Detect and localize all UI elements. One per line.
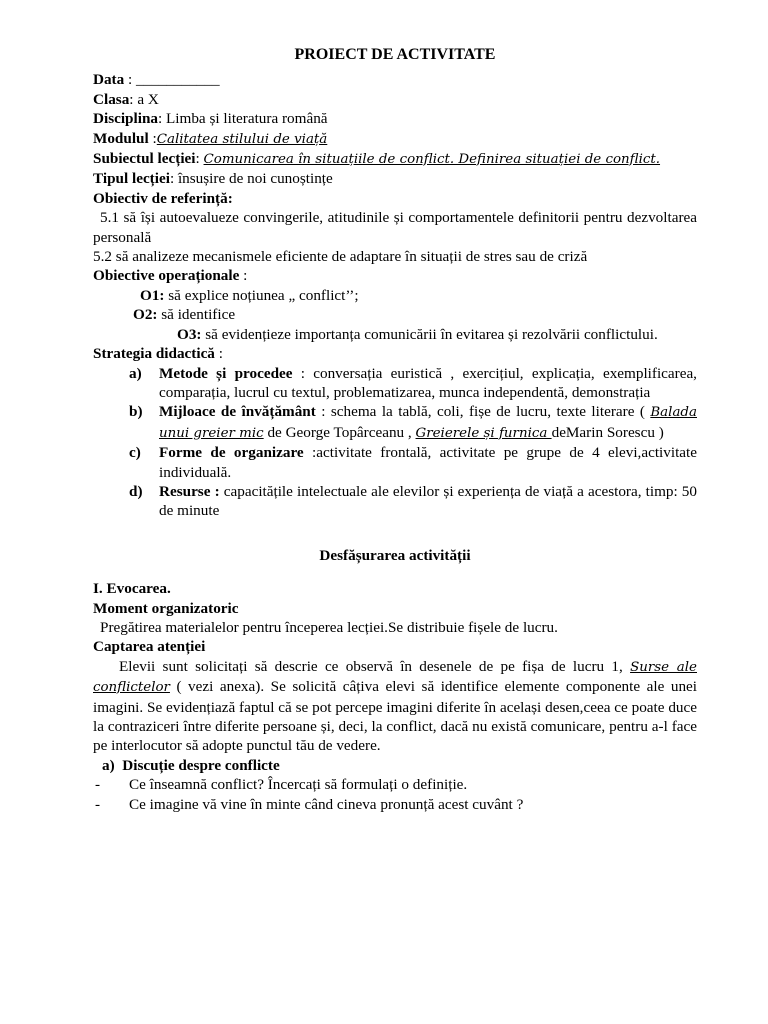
moment-heading: Moment organizatoric [93, 599, 239, 617]
captarea-heading-line [93, 637, 697, 656]
subiect-sep: : [195, 150, 204, 168]
operational-o2 [93, 305, 697, 324]
question-2-text: Ce imagine vă vine în minte când cineva pronunță acest cuvânt ? [129, 795, 524, 813]
discutie-marker: a) [102, 756, 115, 774]
strategy-body-b1: : schema la tablă, coli, fișe de lucru, texte literare ( [315, 403, 651, 421]
strategy-body-b2: de George Topârceanu , [263, 423, 416, 441]
clasa-label: Clasa [93, 90, 130, 108]
strategy-body-c: :activitate frontală, activitate pe grupe de 4 elevi,activitate individuală. [159, 444, 697, 481]
strategy-text-c [159, 443, 697, 482]
strategy-list [93, 364, 697, 521]
obiectiv-sep: : [227, 189, 233, 207]
document-title: PROIECT DE ACTIVITATE [294, 46, 496, 63]
operational-heading-sep: : [239, 267, 248, 285]
field-tipul [93, 169, 697, 188]
field-obiectiv [93, 189, 697, 208]
subiect-label: Subiectul lecției [93, 150, 196, 168]
modulul-label: Modulul [93, 129, 149, 147]
question-1 [95, 775, 697, 794]
strategy-heading-line [93, 344, 697, 363]
moment-text: Pregătirea materialelor pentru începerea lecției.Se distribuie fișele de lucru. [100, 618, 558, 636]
strategy-item-d [129, 482, 697, 521]
obiectiv-label: Obiectiv de referință [93, 189, 228, 207]
strategy-text-d [159, 482, 697, 521]
strategy-marker-a: a) [129, 364, 142, 382]
dash-marker-2: - [95, 795, 101, 813]
clasa-value: : a X [129, 90, 159, 108]
strategy-item-b [129, 402, 697, 443]
strategy-label-d: Resurse : [159, 482, 220, 500]
strategy-item-a [129, 364, 697, 403]
desfasurare-title: Desfășurarea activității [319, 546, 471, 564]
modulul-sep: : [148, 129, 157, 147]
objective-ref-1: 5.1 să își autoevalueze convingerile, atitudinile și comportamentele definitorii pentru dezvoltarea personală [93, 209, 697, 246]
operational-heading-line [93, 266, 697, 285]
modulul-value: Calitatea stilului de viață [156, 131, 328, 147]
captarea-heading: Captarea atenției [93, 638, 206, 656]
tipul-label: Tipul lecției [93, 170, 170, 188]
strategy-body-d: capacitățile intelectuale ale elevilor și experiența de viață a acestora, timp: 50 de minute [159, 482, 697, 520]
strategy-text-a [159, 364, 697, 403]
operational-heading: Obiective operaționale [93, 267, 240, 285]
strategy-heading-sep: : [214, 345, 223, 363]
data-label: Data [93, 71, 125, 89]
o1-code: O1: [140, 286, 165, 304]
discutie-heading: Discuție despre conflicte [122, 756, 280, 774]
discutie-heading-line [93, 756, 697, 775]
strategy-marker-c: c) [129, 444, 141, 462]
data-value: : ___________ [124, 71, 220, 89]
strategy-label-b: Mijloace de învățământ [159, 403, 316, 421]
subiect-value: Comunicarea în situațiile de conflict. Definirea situației de conflict. [203, 152, 661, 168]
strategy-item-c [129, 443, 697, 482]
disciplina-label: Disciplina [93, 110, 158, 128]
document-content [93, 45, 697, 814]
captarea-link: Surse ale conflictelor [93, 659, 697, 696]
field-modulul [93, 129, 697, 149]
ref-greierele: Greierele și furnica [415, 425, 552, 441]
o2-text: să identifice [157, 306, 236, 324]
objective-ref-2: 5.2 să analizeze mecanismele eficiente de adaptare în situații de stres sau de criză [93, 248, 588, 266]
strategy-label-a: Metode și procedee [159, 364, 293, 382]
strategy-marker-b: b) [129, 403, 143, 421]
captarea-after: ( vezi anexa). Se solicită câțiva elevi să identifice elemente componente ale unei imagini. Se evidențiază faptul că se pot percepe imagini diferite în același desen,ceea ce poate duce la contraziceri între diferite persoane și, deci, la conflict, dacă nu există comunicare, pentru a-l face pe interlocutor să adopte punctul tău de vedere. [93, 678, 697, 755]
section-evocarea-label: I. Evocarea. [93, 580, 171, 598]
field-data [93, 70, 697, 89]
ref-balada: Balada unui greier mic [159, 405, 697, 441]
question-1-text: Ce înseamnă conflict? Încercați să formulați o definiție. [129, 776, 468, 794]
strategy-marker-d: d) [129, 482, 143, 500]
section-evocarea [93, 579, 697, 598]
question-2 [95, 795, 697, 814]
tipul-value: : însușire de noi cunoștințe [169, 170, 333, 188]
operational-o1 [93, 286, 697, 305]
o2-code: O2: [133, 306, 158, 324]
field-subiect [93, 149, 697, 169]
disciplina-value: : Limba și literatura română [158, 110, 328, 128]
operational-o3 [93, 325, 697, 344]
o3-text: să evidențieze importanța comunicării în evitarea și rezolvării conflictului. [201, 325, 658, 343]
captarea-before: Elevii sunt solicitați să descrie ce observă în desenele de pe fișa de lucru 1, [119, 657, 631, 675]
field-clasa [93, 90, 697, 109]
field-disciplina [93, 109, 697, 128]
moment-heading-line [93, 599, 697, 618]
captarea-paragraph [93, 657, 697, 756]
strategy-heading: Strategia didactică [93, 345, 215, 363]
strategy-text-b [159, 402, 697, 443]
strategy-label-c: Forme de organizare [159, 444, 304, 462]
o3-code: O3: [177, 325, 202, 343]
o1-text: să explice noțiunea „ conflict’’; [164, 286, 359, 304]
strategy-body-b3: deMarin Sorescu ) [551, 423, 664, 441]
strategy-body-a: : conversația euristică , exercițiul, explicația, exemplificarea, comparația, lucrul cu textul, problematizarea, munca independentă, demonstrația [159, 364, 697, 401]
dash-marker-1: - [95, 776, 101, 794]
